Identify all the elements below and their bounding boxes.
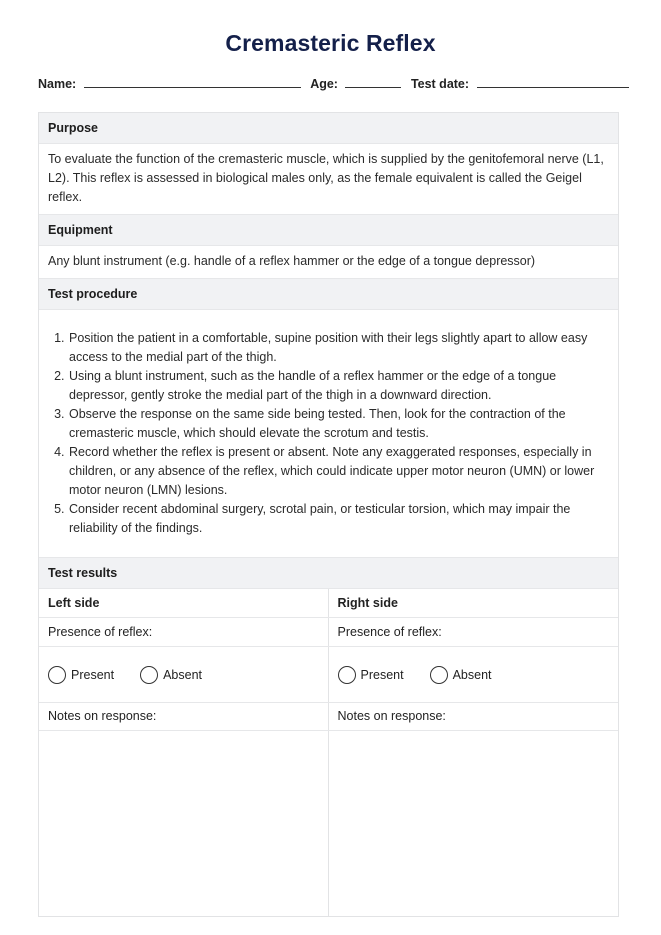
presence-label-row (39, 618, 618, 647)
left-present-radio[interactable] (48, 666, 114, 684)
presence-options-row (39, 647, 618, 703)
procedure-body (39, 310, 618, 558)
test-date-label: Test date: (410, 77, 470, 91)
right-present-radio[interactable] (338, 666, 404, 684)
right-notes-label: Notes on response: (337, 709, 446, 723)
left-absent-radio[interactable] (140, 666, 202, 684)
radio-circle-icon[interactable] (140, 666, 158, 684)
age-field[interactable] (345, 75, 401, 88)
procedure-step: 3. Observe the response on the same side being tested. Then, look for the contraction of the cremasteric muscle, which should elevate the scrotum and testis. (68, 405, 609, 443)
procedure-step: 4. Record whether the reflex is present or absent. Note any exaggerated responses, especially in children, or any absence of the reflex, which could indicate upper motor neuron (UMN) or lower motor neuron (LMN) lesions. (68, 443, 609, 500)
right-absent-label: Absent (452, 667, 492, 682)
procedure-step: 1. Position the patient in a comfortable, supine position with their legs slightly apart to allow easy access to the medial part of the thigh. (68, 329, 609, 367)
left-presence-options (39, 647, 329, 702)
left-notes-field[interactable] (39, 731, 329, 916)
side-header-row (39, 589, 618, 618)
right-presence-label: Presence of reflex: (337, 625, 442, 639)
procedure-step: 5. Consider recent abdominal surgery, scrotal pain, or testicular torsion, which may impair the reliability of the findings. (68, 500, 609, 538)
procedure-step: 2. Using a blunt instrument, such as the handle of a reflex hammer or the edge of a tongue depressor, gently stroke the medial part of the thigh in a downward direction. (68, 367, 609, 405)
name-field[interactable] (84, 75, 301, 88)
left-absent-label: Absent (163, 667, 203, 682)
left-notes-label: Notes on response: (39, 703, 329, 730)
name-label: Name: (38, 77, 77, 91)
notes-label-row (39, 703, 618, 731)
right-absent-radio[interactable] (430, 666, 492, 684)
assessment-form (38, 112, 619, 917)
right-side-label: Right side (337, 596, 398, 610)
test-date-field[interactable] (477, 75, 629, 88)
age-label: Age: (310, 77, 338, 91)
notes-area-row (39, 731, 618, 916)
left-presence-label: Presence of reflex: (39, 618, 329, 646)
right-presence-options (329, 647, 619, 702)
purpose-text: To evaluate the function of the cremasteric muscle, which is supplied by the genitofemoral nerve (L1, L2). This reflex is assessed in biological males only, as the female equivalent is called the Geigel reflex. (39, 144, 618, 215)
patient-info-row (38, 75, 629, 91)
radio-circle-icon[interactable] (338, 666, 356, 684)
left-side-label: Left side (39, 589, 329, 617)
page-title: Cremasteric Reflex (225, 30, 436, 56)
procedure-steps (48, 329, 609, 538)
procedure-heading: Test procedure (39, 279, 618, 310)
equipment-heading: Equipment (39, 215, 618, 246)
left-present-label: Present (71, 667, 115, 682)
purpose-heading: Purpose (39, 113, 618, 144)
right-notes-field[interactable] (329, 731, 619, 916)
right-present-label: Present (360, 667, 404, 682)
radio-circle-icon[interactable] (430, 666, 448, 684)
equipment-text: Any blunt instrument (e.g. handle of a reflex hammer or the edge of a tongue depressor) (39, 246, 618, 279)
results-heading: Test results (39, 558, 618, 589)
radio-circle-icon[interactable] (48, 666, 66, 684)
